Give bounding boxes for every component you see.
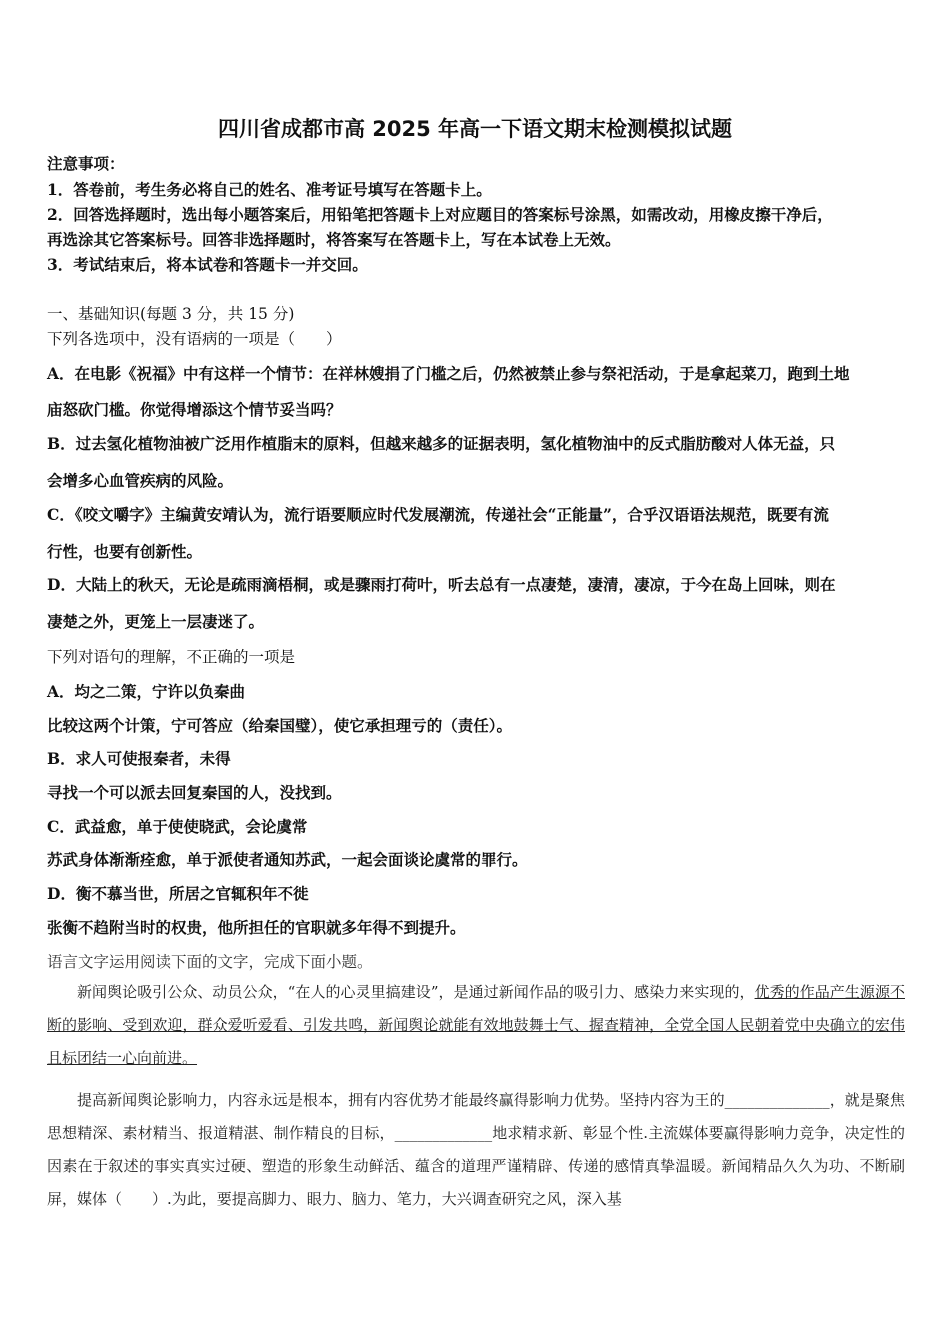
option-a-line1: A．均之二策，宁许以负秦曲 [47, 682, 246, 701]
option-c-line2: 行性，也要有创新性。 [47, 542, 203, 561]
option-d-line1: D．大陆上的秋天，无论是疏雨滴梧桐，或是骤雨打荷叶，听去总有一点凄楚，凄清，凄凉，于今在岛上回味，则在 [47, 575, 836, 594]
paragraph-text: 新闻舆论吸引公众、动员公众，“在人的心灵里搞建设”，是通过新闻作品的吸引力、感染力来实现的， [77, 983, 755, 1001]
notice-item: 再选涂其它答案标号。回答非选择题时，将答案写在答题卡上，写在本试卷上无效。 [47, 230, 621, 249]
question-stem: 下列各选项中，没有语病的一项是（ ） [47, 330, 342, 348]
notice-item: 3．考试结束后，将本试卷和答题卡一并交回。 [47, 255, 368, 274]
reading-paragraph-1 [47, 976, 905, 1075]
option-a-line2: 比较这两个计策，宁可答应（给秦国璧），使它承担理亏的（责任）。 [47, 716, 513, 735]
notice-heading: 注意事项： [47, 154, 125, 173]
reading-intro: 语言文字运用阅读下面的文字，完成下面小题。 [47, 953, 373, 971]
section-heading: 一、基础知识(每题 3 分，共 15 分) [47, 305, 295, 323]
paragraph-text: 提高新闻舆论影响力，内容永远是根本，拥有内容优势才能最终赢得影响力优势。坚持内容为王的 [77, 1091, 725, 1109]
answer-blank: _____________ [394, 1124, 493, 1142]
answer-blank: ______________ [724, 1091, 830, 1109]
notice-item: 2．回答选择题时，选出每小题答案后，用铅笔把答题卡上对应题目的答案标号涂黑，如需改动，用橡皮擦干净后， [47, 205, 833, 224]
option-b-line2: 会增多心血管疾病的风险。 [47, 471, 234, 490]
underlined-sentence: 优秀的作品产生源源不断的影响、受到欢迎，群众爱听爱看、引发共鸣，新闻舆论就能有效地鼓舞士气、握查精神，全党全国人民朝着党中央确立的宏伟且标团结一心向前进。 [47, 983, 905, 1067]
option-d-line2: 张衡不趋附当时的权贵，他所担任的官职就多年得不到提升。 [47, 918, 466, 937]
reading-paragraph-2 [47, 1084, 905, 1216]
notice-item: 1．答卷前，考生务必将自己的姓名、准考证号填写在答题卡上。 [47, 180, 492, 199]
option-a-line1: A．在电影《祝福》中有这样一个情节：在祥林嫂捐了门槛之后，仍然被禁止参与祭祀活动，于是拿起菜刀，跑到土地 [47, 364, 850, 383]
option-d-line2: 凄楚之外，更笼上一层凄迷了。 [47, 612, 265, 631]
paragraph-text: ，就是聚焦思想精深、素材精当、报道精湛、制作精良的目标， [47, 1091, 905, 1142]
option-b-line1: B．过去氢化植物油被广泛用作植脂末的原料，但越来越多的证据表明，氢化植物油中的反式脂肪酸对人体无益，只 [47, 434, 836, 453]
option-d-line1: D．衡不慕当世，所居之官辄积年不徙 [47, 884, 309, 903]
page-title: 四川省成都市高 2025 年高一下语文期末检测模拟试题 [217, 117, 733, 141]
question-stem: 下列对语句的理解，不正确的一项是 [47, 648, 296, 666]
option-b-line2: 寻找一个可以派去回复秦国的人，没找到。 [47, 783, 342, 802]
option-b-line1: B．求人可使报秦者，未得 [47, 749, 231, 768]
option-c-line1: C．武益愈，单于使使晓武，会论虞常 [47, 817, 308, 836]
option-a-line2: 庙怒砍门槛。你觉得增添这个情节妥当吗？ [47, 400, 342, 419]
option-c-line2: 苏武身体渐渐痊愈，单于派使者通知苏武，一起会面谈论虞常的罪行。 [47, 850, 528, 869]
paragraph-text: 地求精求新、彰显个性.主流媒体要赢得影响力竞争，决定性的因素在于叙述的事实真实过硬、塑造的形象生动鲜活、蕴含的道理严谨精辟、传递的感情真挚温暖。新闻精品久久为功、不断刷屏，媒体（ ）.为此，要提高脚力、眼力、脑力、笔力，大兴调查研究之风，深入基 [47, 1124, 905, 1208]
option-c-line1: C．《咬文嚼字》主编黄安靖认为，流行语要顺应时代发展潮流，传递社会“正能量”，合乎汉语语法规范，既要有流 [47, 505, 829, 524]
